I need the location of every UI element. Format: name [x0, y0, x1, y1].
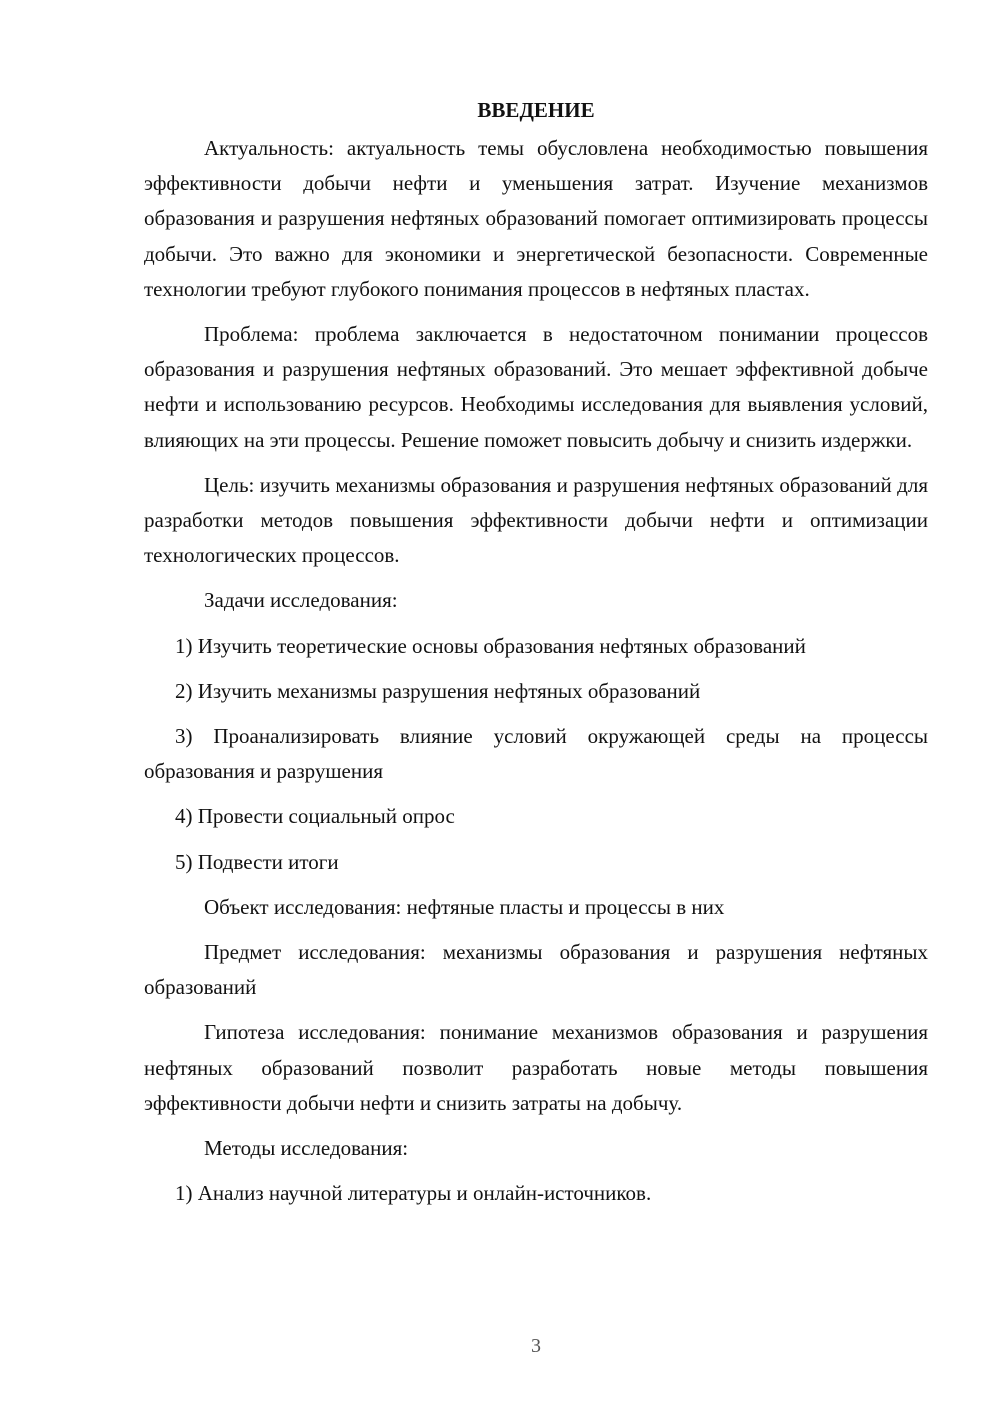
paragraph-problem: Проблема: проблема заключается в недостаточном понимании процессов образования и разрушения нефтяных образований. Это мешает эффективной добыче нефти и использованию ресурсов. Необходимы исследования для выявления условий, влияющих на эти процессы. Решение поможет повысить добычу и снизить издержки.	[144, 322, 928, 452]
paragraph-goal: Цель: изучить механизмы образования и разрушения нефтяных образований для разработки методов повышения эффективности добычи нефти и оптимизации технологических процессов.	[144, 472, 928, 568]
paragraph-subject: Предмет исследования: механизмы образования и разрушения нефтяных образований	[144, 940, 928, 1000]
paragraph-relevance: Актуальность: актуальность темы обусловлена необходимостью повышения эффективности добычи нефти и уменьшения затрат. Изучение механизмов образования и разрушения нефтяных образований помогает оптимизировать процессы добычи. Это важно для экономики и энергетической безопасности. Современные технологии требуют глубокого понимания процессов в нефтяных пластах.	[144, 136, 928, 301]
task-item-1: 1) Изучить теоретические основы образования нефтяных образований	[175, 633, 806, 658]
paragraph-object: Объект исследования: нефтяные пласты и процессы в них	[204, 894, 725, 919]
paragraph-hypothesis: Гипотеза исследования: понимание механизмов образования и разрушения нефтяных образований позволит разработать новые методы повышения эффективности добычи нефти и снизить затраты на добычу.	[144, 1020, 928, 1115]
task-item-4: 4) Провести социальный опрос	[175, 804, 455, 829]
task-item-5: 5) Подвести итоги	[175, 849, 339, 874]
page-title: ВВЕДЕНИЕ	[477, 98, 595, 122]
task-item-2: 2) Изучить механизмы разрушения нефтяных образований	[175, 678, 701, 703]
tasks-heading: Задачи исследования:	[204, 588, 398, 613]
document-page	[144, 92, 928, 1221]
method-item-1: 1) Анализ научной литературы и онлайн-источников.	[175, 1181, 652, 1206]
methods-heading: Методы исследования:	[204, 1136, 409, 1161]
page-number: 3	[531, 1335, 541, 1357]
task-item-3: 3) Проанализировать влияние условий окружающей среды на процессы образования и разрушения	[144, 724, 928, 784]
